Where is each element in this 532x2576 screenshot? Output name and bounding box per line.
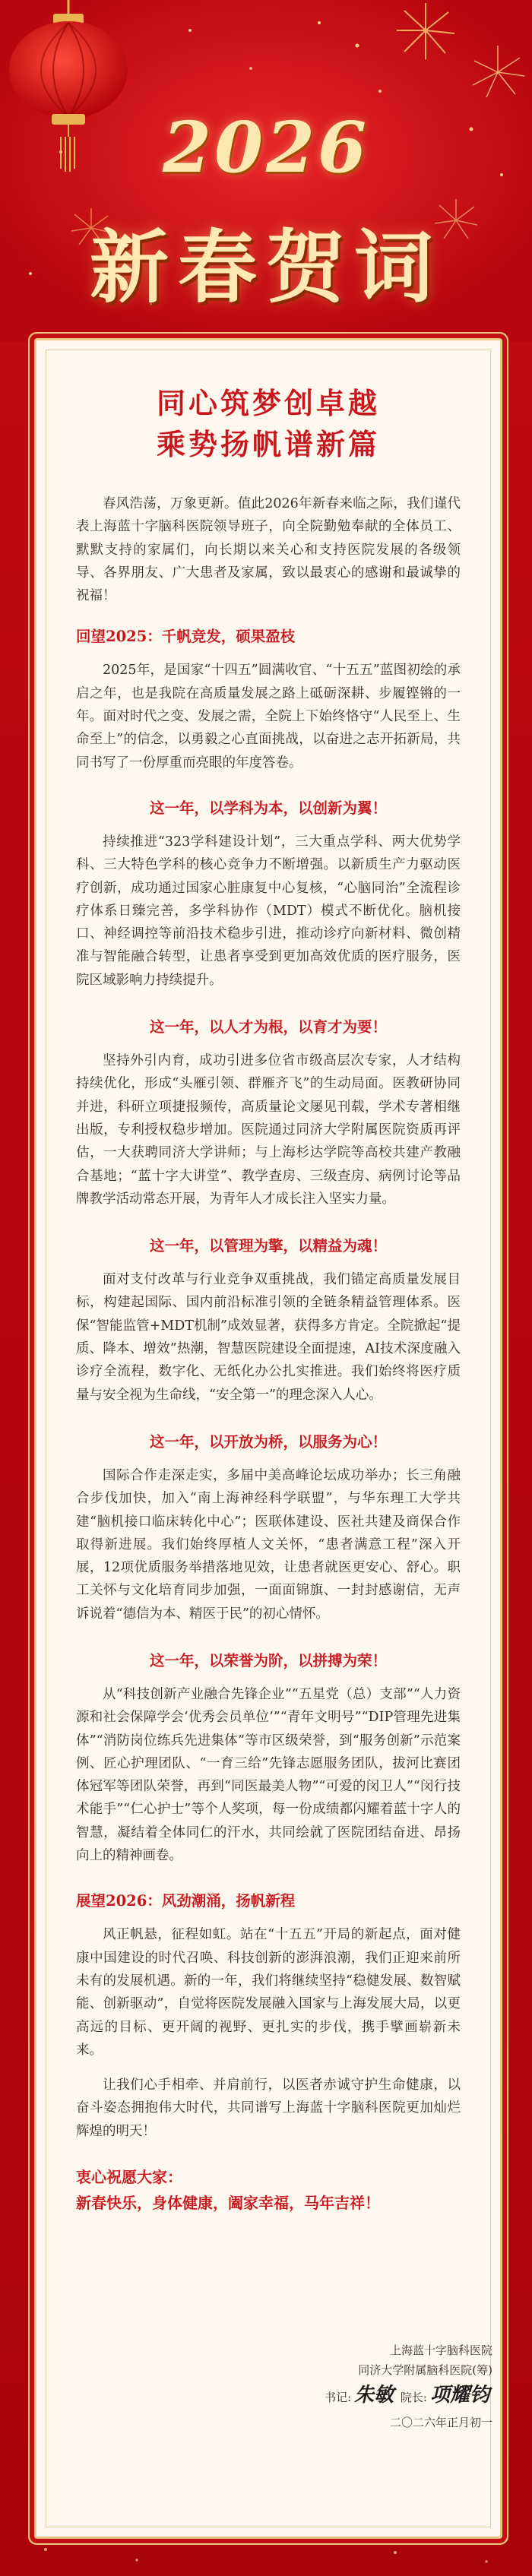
signature-line (188, 2380, 492, 2413)
section3-paragraph: 面对支付改革与行业竞争双重挑战，我们锚定高质量发展目标，构建起国际、国内前沿标准引领的全链条精益管理体系。医保“智能监管+MDT机制”成效显著，获得多方肯定。全院掀起“提质、降本、增效”热潮，智慧医院建设全面提速，AI技术深度融入诊疗全流程，数字化、无纸化办公扎实推进。我们始终将医疗质量与安全视为生命线，“安全第一”的理念深入人心。 (76, 1272, 461, 1403)
greeting-card (34, 338, 502, 2539)
signature-block (188, 2340, 492, 2432)
section2-paragraph: 坚持外引内育，成功引进多位省市级高层次专家，人才结构持续优化，形成“头雁引领、群雁齐飞”的生动局面。医教研协同并进，科研立项捷报频传，高质量论文屡见刊载，学术专著相继出版，专利授权稳步增加。医院通过同济大学附属医院资质再评估，一大获聘同济大学讲师；与上海杉达学院等高校共建产教融合基地；“蓝十字大讲堂”、教学查房、三级查房、病例讨论等品牌教学活动常态开展，为青年人才成长注入坚实力量。 (76, 1053, 461, 1207)
president-signature: 项耀钧 (429, 2384, 489, 2407)
section5-heading: 这一年，以荣誉为阶，以拼搏为荣！ (149, 1651, 387, 1669)
outlook-paragraph-2: 让我们心手相牵、并肩前行，以医者赤诚守护生命健康，以奋斗姿态拥抱伟大时代，共同谱写上海蓝十字脑科医院更加灿烂辉煌的明天！ (76, 2078, 461, 2139)
organization-name: 上海蓝十字脑科医院 (389, 2343, 492, 2357)
footer-decoration (0, 2534, 532, 2576)
section5-paragraph: 从“科技创新产业融合先锋企业”“五星党（总）支部”“人力资源和社会保障学会‘优秀会员单位’”“青年文明号”“DIP管理先进集体”“消防岗位练兵先进集体”等市区级荣誉，到“服务创新”示范案例、匠心护理团队、“一育三给”先锋志愿服务团队，拔河比赛团体冠军等团队荣誉，再到“同医最美人物”“可爱的闵卫人”“闵行技术能手”“仁心护士”等个人奖项，每一份成绩都闪耀着蓝十字人的智慧，凝结着全体同仁的汗水，共同绘就了医院团结奋进、昂扬向上的精神画卷。 (76, 1686, 461, 1864)
secretary-label: 书记: (325, 2391, 352, 2404)
section4-heading: 这一年，以开放为桥，以服务为心！ (149, 1432, 387, 1451)
card-title-line1: 同心筑梦创卓越 (156, 386, 380, 420)
signing-date: 二〇二六年正月初一 (389, 2416, 492, 2429)
outlook-heading: 展望2026：风劲潮涌，扬帆新程 (76, 1892, 296, 1910)
secretary-signature: 朱敏 (354, 2384, 394, 2407)
closing-wish-line1: 衷心祝愿大家： (76, 2168, 182, 2187)
closing-wish-line2: 新春快乐，身体健康，阖家幸福，马年吉祥！ (76, 2194, 380, 2213)
president-label: 院长: (400, 2391, 427, 2404)
poster-header (0, 0, 532, 342)
review-paragraph: 2025年，是国家“十四五”圆满收官、“十五五”蓝图初绘的承启之年，也是我院在高质量发展之路上砥砺深耕、步履铿锵的一年。面对时代之变、发展之需，全院上下始终恪守“人民至上、生命至上”的信念，以勇毅之心直面挑战，以奋进之志开拓新局，共同书写了一份厚重而亮眼的年度答卷。 (76, 663, 461, 771)
section3-heading: 这一年，以管理为擎，以精益为魂！ (149, 1237, 387, 1255)
section2-heading: 这一年，以人才为根，以育才为要！ (149, 1018, 387, 1036)
card-title-line2: 乘势扬帆谱新篇 (156, 427, 380, 461)
letter-body (76, 492, 461, 2216)
year-title: 2026 (162, 106, 370, 188)
section1-paragraph: 持续推进“323学科建设计划”，三大重点学科、两大优势学科、三大特色学科的核心竞争力不断增强。以新质生产力驱动医疗创新，成功通过国家心脏康复中心复核，“心脑同治”全流程诊疗体系日臻完善，多学科协作（MDT）模式不断优化。脑机接口、神经调控等前沿技术稳步引进，推动诊疗向新材料、微创精准与智能融合转型，让患者享受到更加高效优质的医疗服务，医院区域影响力持续提升。 (76, 834, 461, 988)
section4-paragraph: 国际合作走深走实，多届中美高峰论坛成功举办；长三角融合步伐加快，加入“南上海神经科学联盟”，与华东理工大学共建“脑机接口临床转化中心”；医联体建设、医社共建及商保合作取得新进展。我们始终厚植人文关怀，“患者满意工程”深入开展，12项优质服务举措落地见效，让患者就医更安心、舒心。职工关怀与文化培育同步加强，一面面锦旗、一封封感谢信，无声诉说着“德信为本、精医于民”的初心情怀。 (76, 1467, 461, 1622)
page-title: 新春贺词 (89, 220, 442, 314)
review-heading: 回望2025：千帆竞发，硕果盈枝 (76, 628, 296, 646)
intro-paragraph: 春风浩荡，万象更新。值此2026年新春来临之际，我们谨代表上海蓝十字脑科医院领导班子，向全院勤勉奉献的全体员工、默默支持的家属们，向长期以来关心和支持医院发展的各级领导、各界朋友、广大患者及家属，致以最衷心的感谢和最诚挚的祝福！ (76, 496, 461, 604)
outlook-paragraph-1: 风正帆悬，征程如虹。站在“十五五”开局的新起点，面对健康中国建设的时代召唤、科技创新的澎湃浪潮，我们正迎来前所未有的发展机遇。新的一年，我们将继续坚持“稳健发展、数智赋能、创新驱动”，自觉将医院发展融入国家与上海发展大局，以更高远的目标、更开阔的视野、更扎实的步伐，携手擘画崭新未来。 (76, 1927, 461, 2058)
organization-name-affiliate: 同济大学附属脑科医院(筹) (358, 2363, 492, 2377)
section1-heading: 这一年，以学科为本，以创新为翼！ (149, 799, 387, 817)
